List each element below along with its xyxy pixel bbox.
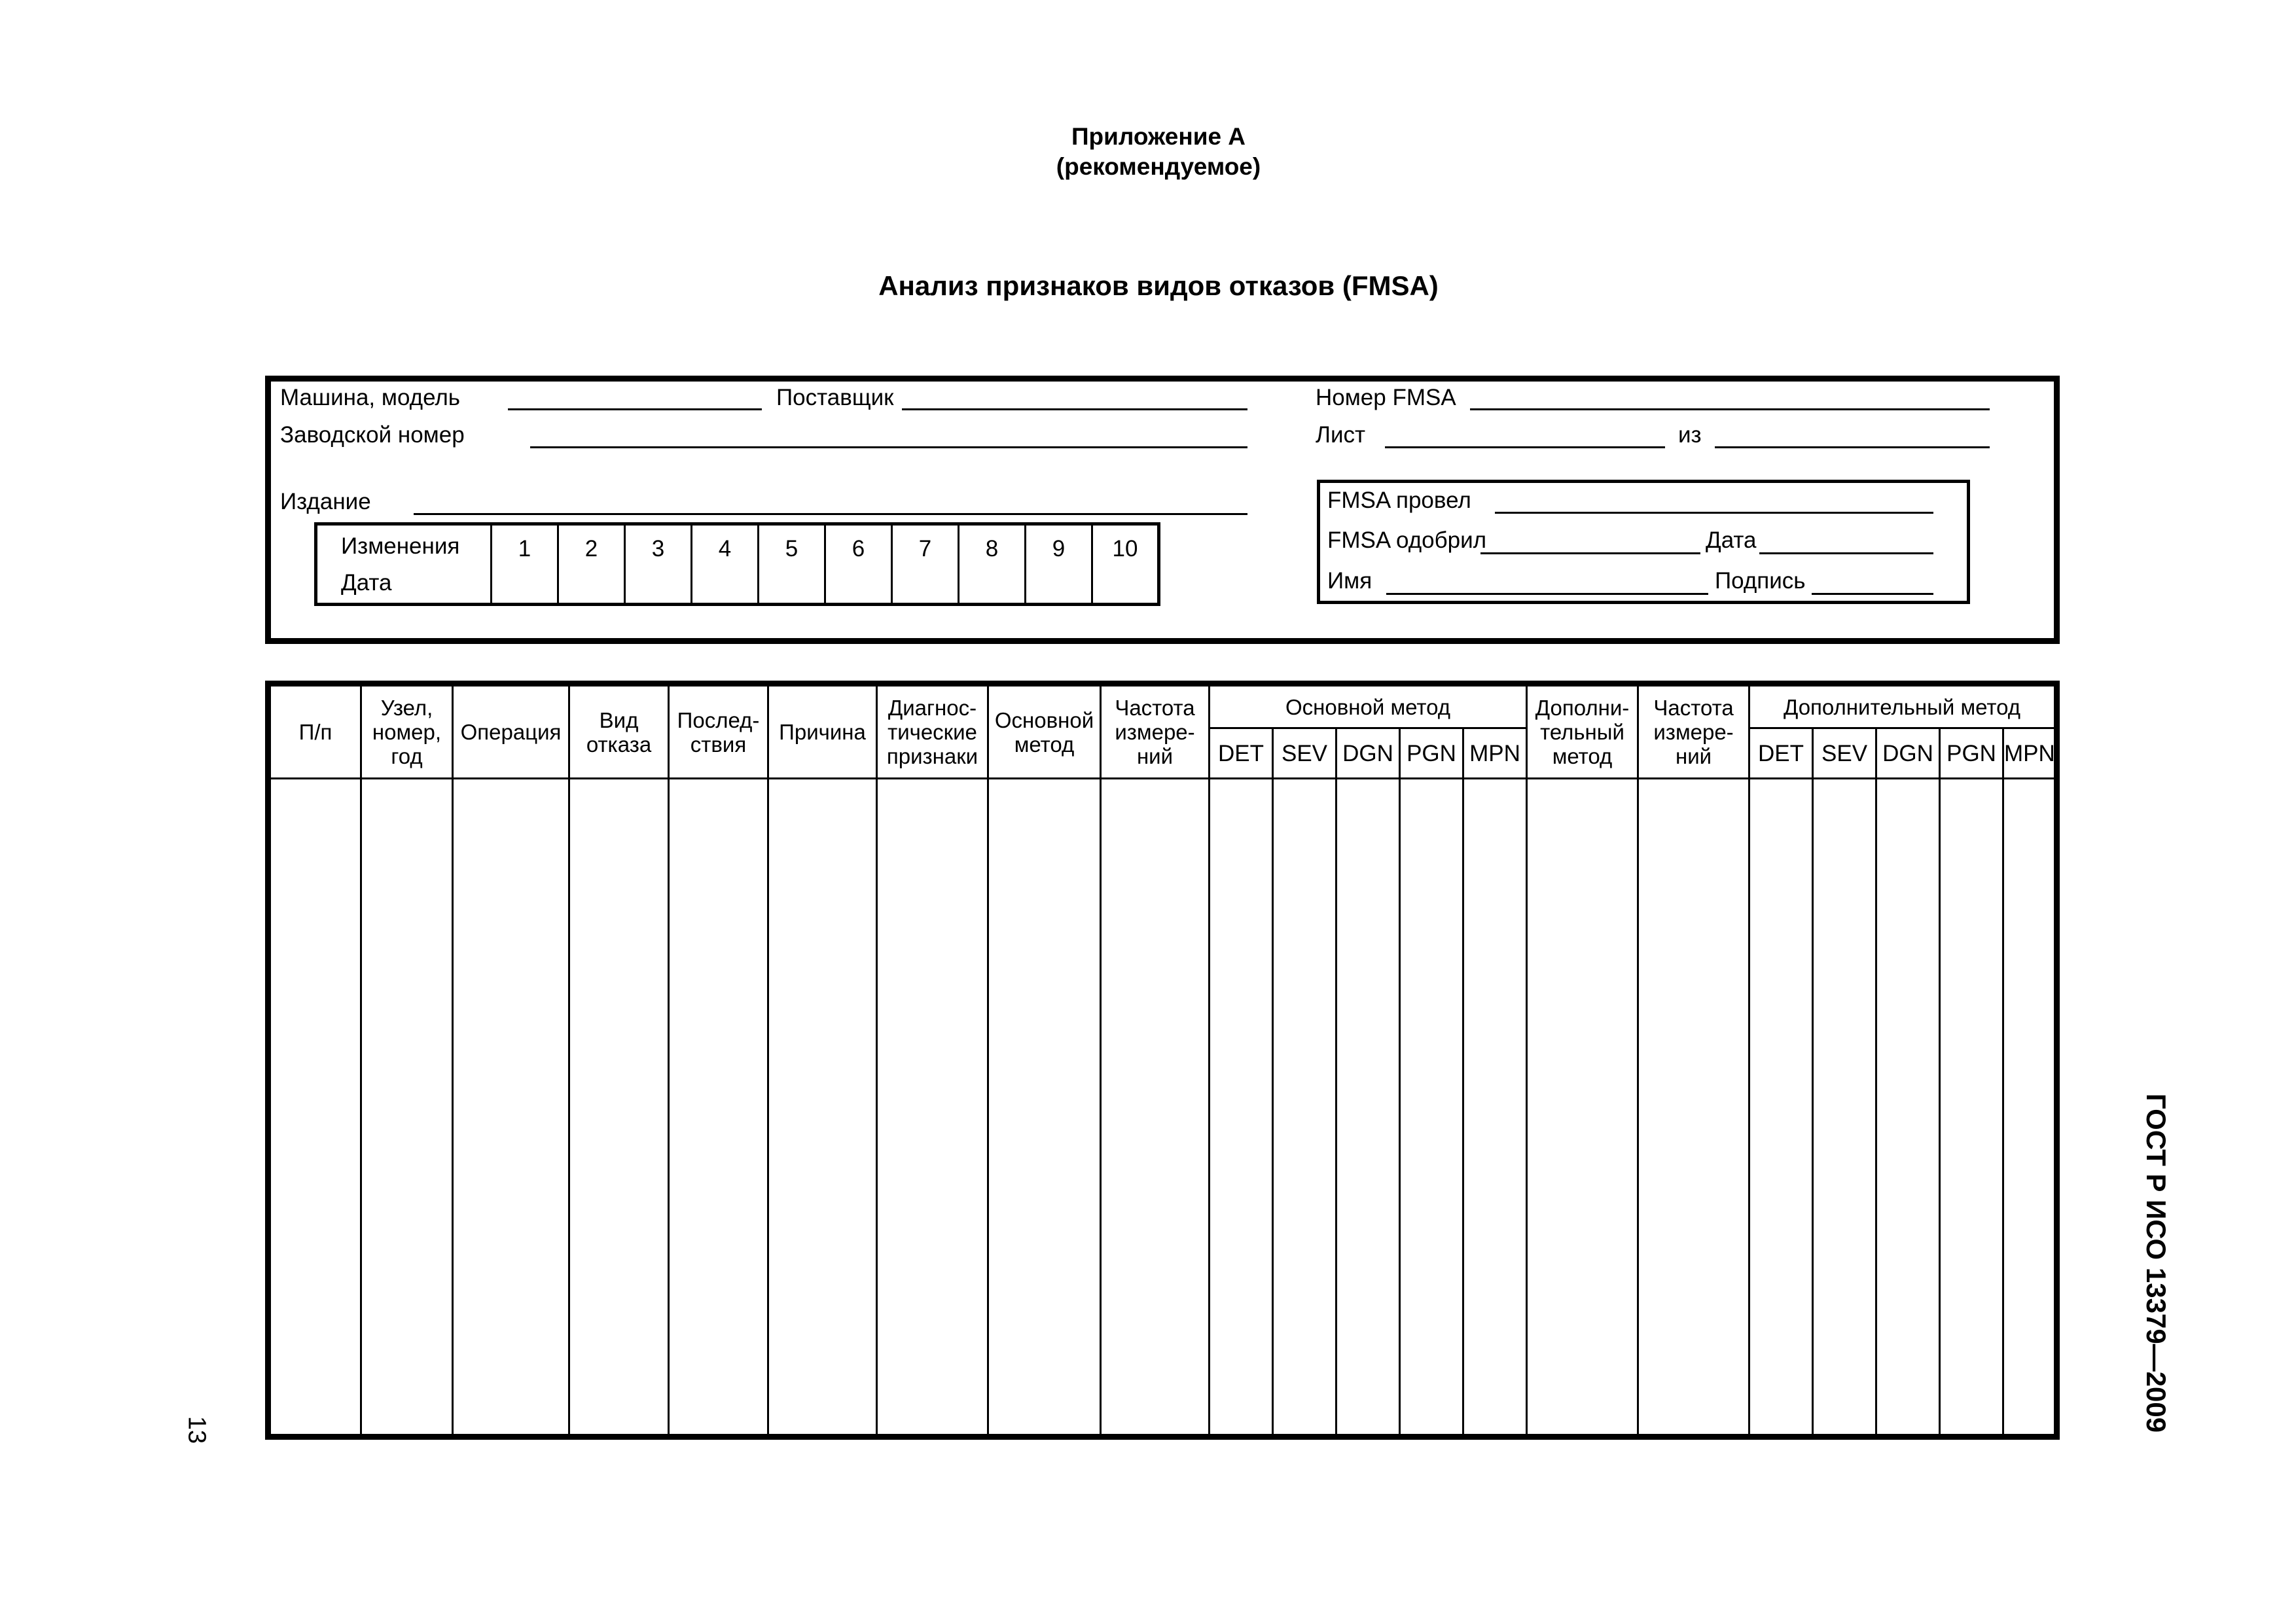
- edition-label: Издание: [280, 489, 371, 514]
- table-cell[interactable]: [1273, 779, 1336, 1437]
- appendix-title: Приложение А: [1071, 123, 1246, 150]
- table-cell[interactable]: [1940, 779, 2003, 1437]
- approved-by-line[interactable]: [1480, 552, 1700, 554]
- group-header-primary-method: Основной метод: [1210, 684, 1527, 728]
- appendix-subtitle: (рекомендуемое): [1056, 153, 1261, 180]
- table-cell[interactable]: [1400, 779, 1463, 1437]
- change-number-cell[interactable]: 2: [558, 524, 625, 605]
- form-title: Анализ признаков видов отказов (FMSA): [878, 270, 1439, 301]
- changes-table: [314, 522, 1160, 606]
- supplier-line[interactable]: [902, 408, 1247, 410]
- table-cell[interactable]: [1876, 779, 1940, 1437]
- name-label: Имя: [1327, 568, 1372, 594]
- standard-designation-text: ГОСТ Р ИСО 13379—2009: [2141, 1093, 2172, 1433]
- col-header-dgn: DGN: [1336, 728, 1400, 779]
- col-header-symptoms: Диагнос- тические признаки: [877, 684, 988, 779]
- col-header-failure-mode: Вид отказа: [569, 684, 669, 779]
- table-cell[interactable]: [361, 779, 453, 1437]
- table-cell[interactable]: [1101, 779, 1210, 1437]
- page-number-text: 13: [183, 1416, 211, 1444]
- serial-number-label: Заводской номер: [280, 422, 465, 448]
- change-number-cell[interactable]: 7: [892, 524, 959, 605]
- change-number-cell[interactable]: 6: [825, 524, 892, 605]
- changes-label-cell: [316, 524, 492, 605]
- table-cell[interactable]: [2003, 779, 2057, 1437]
- col-header-frequency-2: Частота измере- ний: [1638, 684, 1749, 779]
- machine-model-label: Машина, модель: [280, 385, 461, 410]
- col-header-item: П/п: [268, 684, 361, 779]
- fmsa-number-label: Номер FMSA: [1316, 385, 1456, 410]
- group-header-additional-method: Дополнительный метод: [1749, 684, 2057, 728]
- col-header-primary-technique: Основной метод: [988, 684, 1101, 779]
- col-header-cause: Причина: [768, 684, 877, 779]
- date-label: Дата: [1706, 527, 1757, 553]
- change-number-cell[interactable]: 4: [692, 524, 759, 605]
- change-number-cell[interactable]: 5: [759, 524, 825, 605]
- table-cell[interactable]: [768, 779, 877, 1437]
- col-header-mpn: MPN: [1463, 728, 1527, 779]
- table-cell[interactable]: [268, 779, 361, 1437]
- col-header-mpn-2: MPN: [2003, 728, 2057, 779]
- sheet-label: Лист: [1316, 422, 1366, 448]
- machine-model-line[interactable]: [508, 408, 762, 410]
- serial-number-line[interactable]: [530, 446, 1247, 448]
- col-header-sev-2: SEV: [1813, 728, 1876, 779]
- col-header-det-2: DET: [1749, 728, 1813, 779]
- table-cell[interactable]: [453, 779, 569, 1437]
- col-header-operation: Операция: [453, 684, 569, 779]
- conducted-by-label: FMSA провел: [1327, 488, 1471, 513]
- fmsa-table: [265, 681, 2060, 1440]
- date-line[interactable]: [1759, 552, 1933, 554]
- change-number-cell[interactable]: 8: [959, 524, 1026, 605]
- col-header-pgn: PGN: [1400, 728, 1463, 779]
- table-cell[interactable]: [1749, 779, 1813, 1437]
- table-cell[interactable]: [877, 779, 988, 1437]
- change-number-cell[interactable]: 10: [1092, 524, 1159, 605]
- changes-label: Изменения: [341, 533, 460, 559]
- conducted-by-line[interactable]: [1495, 512, 1933, 514]
- approved-by-label: FMSA одобрил: [1327, 527, 1487, 553]
- page-number: [177, 1407, 216, 1453]
- col-header-sev: SEV: [1273, 728, 1336, 779]
- table-cell[interactable]: [1463, 779, 1527, 1437]
- col-header-unit: Узел, номер, год: [361, 684, 453, 779]
- change-number-cell[interactable]: 3: [625, 524, 692, 605]
- col-header-pgn-2: PGN: [1940, 728, 2003, 779]
- col-header-det: DET: [1210, 728, 1273, 779]
- table-cell[interactable]: [1638, 779, 1749, 1437]
- table-cell[interactable]: [1210, 779, 1273, 1437]
- table-cell[interactable]: [569, 779, 669, 1437]
- changes-date-label: Дата: [341, 570, 392, 596]
- signature-label: Подпись: [1715, 568, 1806, 594]
- col-header-additional-technique: Дополни- тельный метод: [1527, 684, 1638, 779]
- table-cell[interactable]: [1527, 779, 1638, 1437]
- change-number-cell[interactable]: 9: [1026, 524, 1092, 605]
- of-label: из: [1678, 422, 1702, 448]
- col-header-effects: Послед- ствия: [669, 684, 768, 779]
- table-body-row: [268, 779, 2057, 1437]
- col-header-frequency: Частота измере- ний: [1101, 684, 1210, 779]
- col-header-dgn-2: DGN: [1876, 728, 1940, 779]
- table-cell[interactable]: [1813, 779, 1876, 1437]
- fmsa-number-line[interactable]: [1470, 408, 1990, 410]
- table-cell[interactable]: [988, 779, 1101, 1437]
- standard-designation: [2130, 1086, 2182, 1440]
- sheet-line[interactable]: [1385, 446, 1665, 448]
- signature-line[interactable]: [1812, 593, 1933, 595]
- name-line[interactable]: [1386, 593, 1708, 595]
- table-cell[interactable]: [669, 779, 768, 1437]
- edition-line[interactable]: [414, 513, 1247, 515]
- change-number-cell[interactable]: 1: [492, 524, 558, 605]
- supplier-label: Поставщик: [776, 385, 894, 410]
- table-cell[interactable]: [1336, 779, 1400, 1437]
- of-line[interactable]: [1715, 446, 1990, 448]
